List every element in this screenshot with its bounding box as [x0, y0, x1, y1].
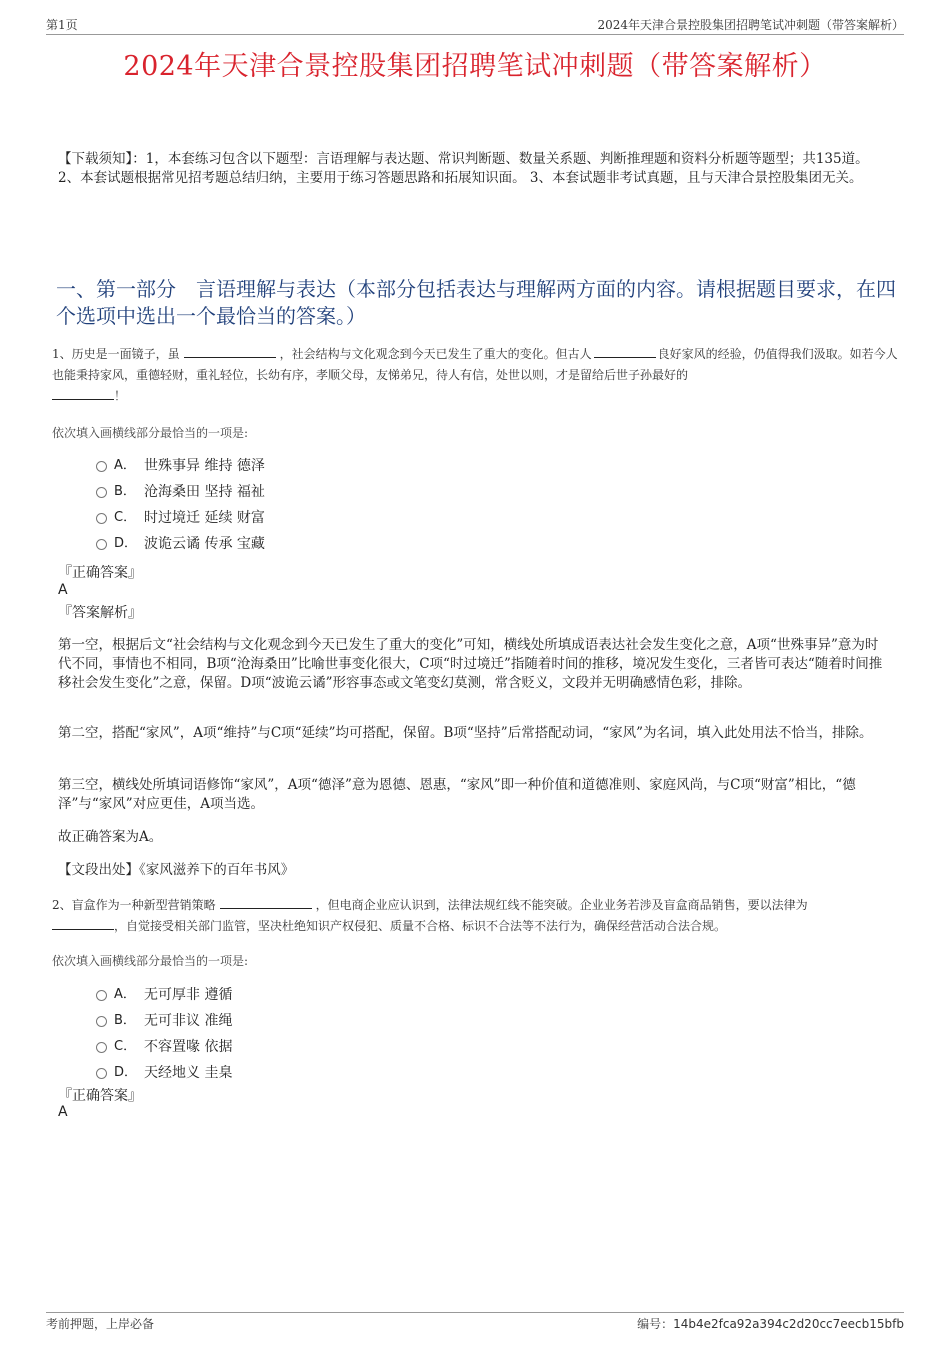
blank-line: [184, 345, 276, 358]
option-text: 天经地义 圭臬: [144, 1065, 233, 1081]
footer-slogan: 考前押题，上岸必备: [46, 1317, 155, 1331]
q2-text-part: 2、盲盒作为一种新型营销策略: [52, 898, 216, 912]
footer-code-value: 14b4e2fca92a394c2d20cc7eecb15bfb: [673, 1317, 904, 1331]
option-letter: B．: [114, 484, 136, 499]
radio-button[interactable]: [96, 1042, 107, 1053]
q1-answer-label: 『正确答案』: [58, 565, 142, 581]
option-text: 世殊事异 维持 德泽: [144, 458, 265, 474]
option-letter: B．: [114, 1013, 136, 1028]
q1-text-part: 良好家风的经验，仍值得我们汲取。如若今人也能秉持家风，重德轻财，重礼轻位，长幼有序，孝顺父母，友悌弟兄，待人有信，处世以则，才是留给后世子孙最好的: [52, 347, 898, 382]
option-letter: A．: [114, 458, 136, 473]
footer-code: [637, 1315, 904, 1332]
option-letter: A．: [114, 987, 136, 1002]
page-footer: [46, 1312, 904, 1335]
footer-code-label: 编号：: [637, 1317, 674, 1331]
document-title: 2024年天津合景控股集团招聘笔试冲刺题（带答案解析）: [123, 51, 827, 82]
header-doc-title: 2024年天津合景控股集团招聘笔试冲刺题（带答案解析）: [597, 18, 904, 32]
q1-analysis-paragraph: 第一空，根据后文“社会结构与文化观念到今天已发生了重大的变化”可知，横线处所填成语表达社会发生变化之意，A项“世殊事异”意为时代不同，事情也不相同，B项“沧海桑田”比喻世事变化很大，C项“时过境迁”指随着时间的推移，境况发生变化，三者皆可表达“随着时间推移社会发生变化”之意，保留。D项“波诡云谲”形容事态或文笔变幻莫测，常含贬义，文段并无明确感情色彩，排除。: [58, 637, 883, 691]
blank-line: [220, 896, 312, 909]
option-letter: C．: [114, 510, 137, 525]
blank-line: [52, 387, 114, 400]
q1-analysis-label: 『答案解析』: [58, 605, 142, 621]
option-text: 时过境迁 延续 财富: [144, 510, 265, 526]
q2-text-part: ，自觉接受相关部门监管，坚决杜绝知识产权侵犯、质量不合格、标识不合法等不法行为，确保经营活动合法合规。: [114, 919, 727, 933]
question-1-text: [52, 344, 902, 407]
question-2-instruction: 依次填入画横线部分最恰当的一项是:: [52, 954, 249, 968]
blank-line: [52, 917, 114, 930]
option-text: 无可厚非 遵循: [144, 987, 233, 1003]
q2-text-part: ，但电商企业应认识到，法律法规红线不能突破。企业业务若涉及盲盒商品销售，要以法律为: [315, 898, 808, 912]
q1-analysis-paragraph: 第二空，搭配“家风”，A项“维持”与C项“延续”均可搭配，保留。B项“坚持”后常搭配动词，“家风”为名词，填入此处用法不恰当，排除。: [58, 725, 873, 741]
question-1-instruction: 依次填入画横线部分最恰当的一项是:: [52, 426, 249, 440]
page-header: [46, 14, 904, 35]
q1-source: 【文段出处】《家风滋养下的百年书风》: [58, 862, 295, 878]
radio-button[interactable]: [96, 539, 107, 550]
q1-analysis-paragraph: 第三空，横线处所填词语修饰“家风”，A项“德泽”意为恩德、恩惠，“家风”即一种价值和道德准则、家庭风尚，与C项“财富”相比，“德泽”与“家风”对应更佳，A项当选。: [58, 777, 856, 812]
radio-button[interactable]: [96, 487, 107, 498]
radio-button[interactable]: [96, 513, 107, 524]
radio-button[interactable]: [96, 461, 107, 472]
q2-answer-label: 『正确答案』: [58, 1088, 142, 1104]
page-number: 第1页: [46, 18, 78, 32]
option-letter: C．: [114, 1039, 137, 1054]
blank-line: [594, 345, 656, 358]
radio-button[interactable]: [96, 990, 107, 1001]
option-text: 沧海桑田 坚持 福祉: [144, 484, 265, 500]
option-letter: D．: [114, 536, 138, 551]
q2-answer: A: [58, 1104, 68, 1120]
option-text: 不容置喙 依据: [144, 1039, 233, 1055]
q1-analysis-conclusion: 故正确答案为A。: [58, 829, 163, 845]
option-text: 无可非议 准绳: [144, 1013, 233, 1029]
download-notice: 【下载须知】：1，本套练习包含以下题型：言语理解与表达题、常识判断题、数量关系题、判断推理题和资料分析题等题型；共135道。 2、本套试题根据常见招考题总结归纳，主要用于练习答题思路和拓展知识面。 3、本套试题非考试真题，且与天津合景控股集团无关。: [58, 151, 869, 186]
q1-answer: A: [58, 582, 68, 598]
option-text: 波诡云谲 传承 宝藏: [144, 536, 265, 552]
q1-text-part: ，社会结构与文化观念到今天已发生了重大的变化。但古人: [279, 347, 592, 361]
radio-button[interactable]: [96, 1016, 107, 1027]
radio-button[interactable]: [96, 1068, 107, 1079]
question-2-text: [52, 895, 902, 937]
option-letter: D．: [114, 1065, 138, 1080]
q1-text-part: ！: [114, 389, 127, 403]
section-title: 一、第一部分 言语理解与表达（本部分包括表达与理解两方面的内容。请根据题目要求，在四个选项中选出一个最恰当的答案。）: [56, 277, 896, 328]
q1-text-part: 1、历史是一面镜子，虽: [52, 347, 180, 361]
